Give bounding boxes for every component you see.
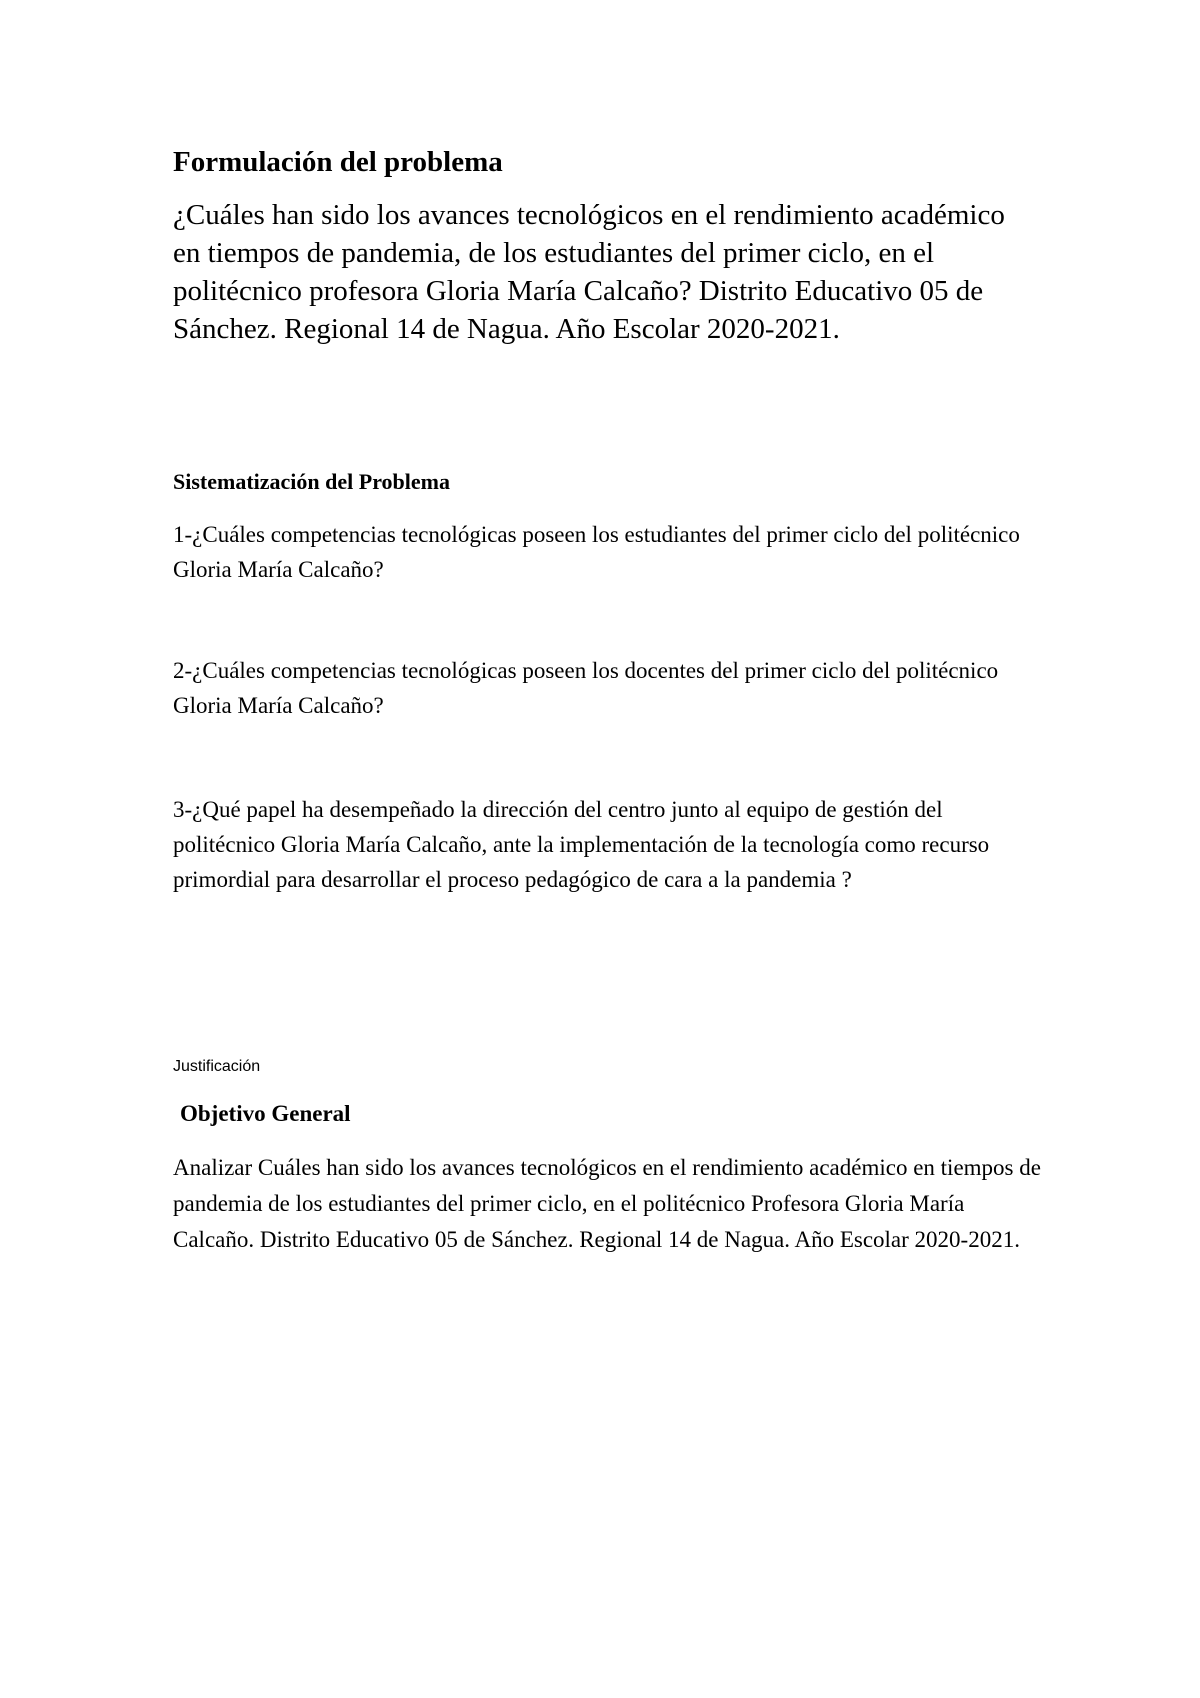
formulacion-paragraph: ¿Cuáles han sido los avances tecnológicos en el rendimiento académico en tiempos de pandemia, de los estudiantes del primer ciclo, en el politécnico profesora Gloria María Calcaño? Distrito Educativo 05 de Sánchez. Regional 14 de Nagua. Año Escolar 2020-2021. (173, 199, 1005, 345)
objetivo-paragraph: Analizar Cuáles han sido los avances tecnológicos en el rendimiento académico en tiempos de pandemia de los estudiantes del primer ciclo, en el politécnico Profesora Gloria María Calcaño. Distrito Educativo 05 de Sánchez. Regional 14 de Nagua. Año Escolar 2020-2021. (173, 1155, 1041, 1252)
question-2: 2-¿Cuáles competencias tecnológicas poseen los docentes del primer ciclo del politécnico Gloria María Calcaño? (173, 658, 999, 718)
heading-sistematizacion: Sistematización del Problema (173, 469, 450, 494)
heading-formulacion: Formulación del problema (173, 146, 503, 178)
heading-objetivo-general: Objetivo General (180, 1101, 351, 1126)
label-justificacion: Justificación (173, 1058, 261, 1075)
question-3: 3-¿Qué papel ha desempeñado la dirección del centro junto al equipo de gestión del politécnico Gloria María Calcaño, ante la implementación de la tecnología como recurso primordial para desarrollar el proceso pedagógico de cara a la pandemia ? (173, 797, 990, 892)
question-1: 1-¿Cuáles competencias tecnológicas poseen los estudiantes del primer ciclo del politécnico Gloria María Calcaño? (173, 522, 1020, 582)
